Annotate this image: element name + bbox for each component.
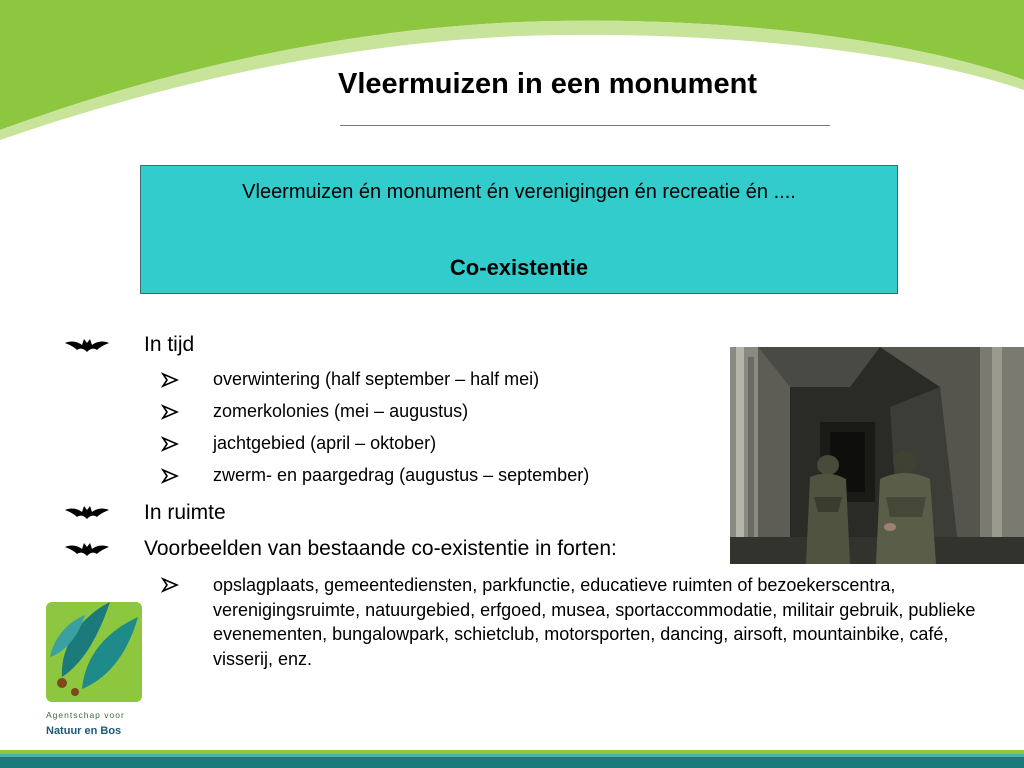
logo-line2: Natuur en Bos (46, 725, 122, 737)
bat-icon (64, 501, 110, 523)
slide-title: Vleermuizen in een monument (338, 68, 757, 100)
callout-box (140, 165, 898, 294)
footer-band (0, 750, 1024, 768)
arrow-bullet-icon (161, 577, 179, 593)
arrow-bullet-icon (161, 468, 179, 484)
bullet-in-tijd: In tijd (144, 333, 195, 356)
bullet-in-ruimte: In ruimte (144, 501, 226, 524)
title-divider (340, 125, 830, 126)
arrow-bullet-icon (161, 436, 179, 452)
subitem-zomerkolonies: zomerkolonies (mei – augustus) (213, 401, 469, 421)
callout-emphasis: Co-existentie (449, 255, 589, 280)
bat-icon (64, 334, 110, 356)
subitem-jachtgebied: jachtgebied (april – oktober) (213, 433, 437, 453)
logo-line1: Agentschap voor (46, 710, 125, 720)
subitem-voorbeelden-list: opslagplaats, gemeentediensten, parkfunctie, educatieve ruimten of bezoekerscentra, verenigingsruimte, natuurgebied, erfgoed, musea, sportaccommodatie, militair gebruik, publieke evenementen, bungalowpark, schietclub, motorsporten, dancing, airsoft, mountainbike, café, visserij, enz. (213, 575, 976, 669)
arrow-bullet-icon (161, 372, 179, 388)
arrow-bullet-icon (161, 404, 179, 420)
bullet-voorbeelden: Voorbeelden van bestaande co-existentie in forten: (144, 537, 617, 560)
natuur-en-bos-logo (40, 597, 150, 747)
callout-text: Vleermuizen én monument én verenigingen én recreatie én .... (242, 181, 796, 203)
bat-icon (64, 538, 110, 560)
subitem-zwerm: zwerm- en paargedrag (augustus – september) (213, 465, 590, 485)
subitem-overwintering: overwintering (half september – half mei) (213, 369, 540, 389)
fort-corridor-photo (730, 347, 1024, 564)
